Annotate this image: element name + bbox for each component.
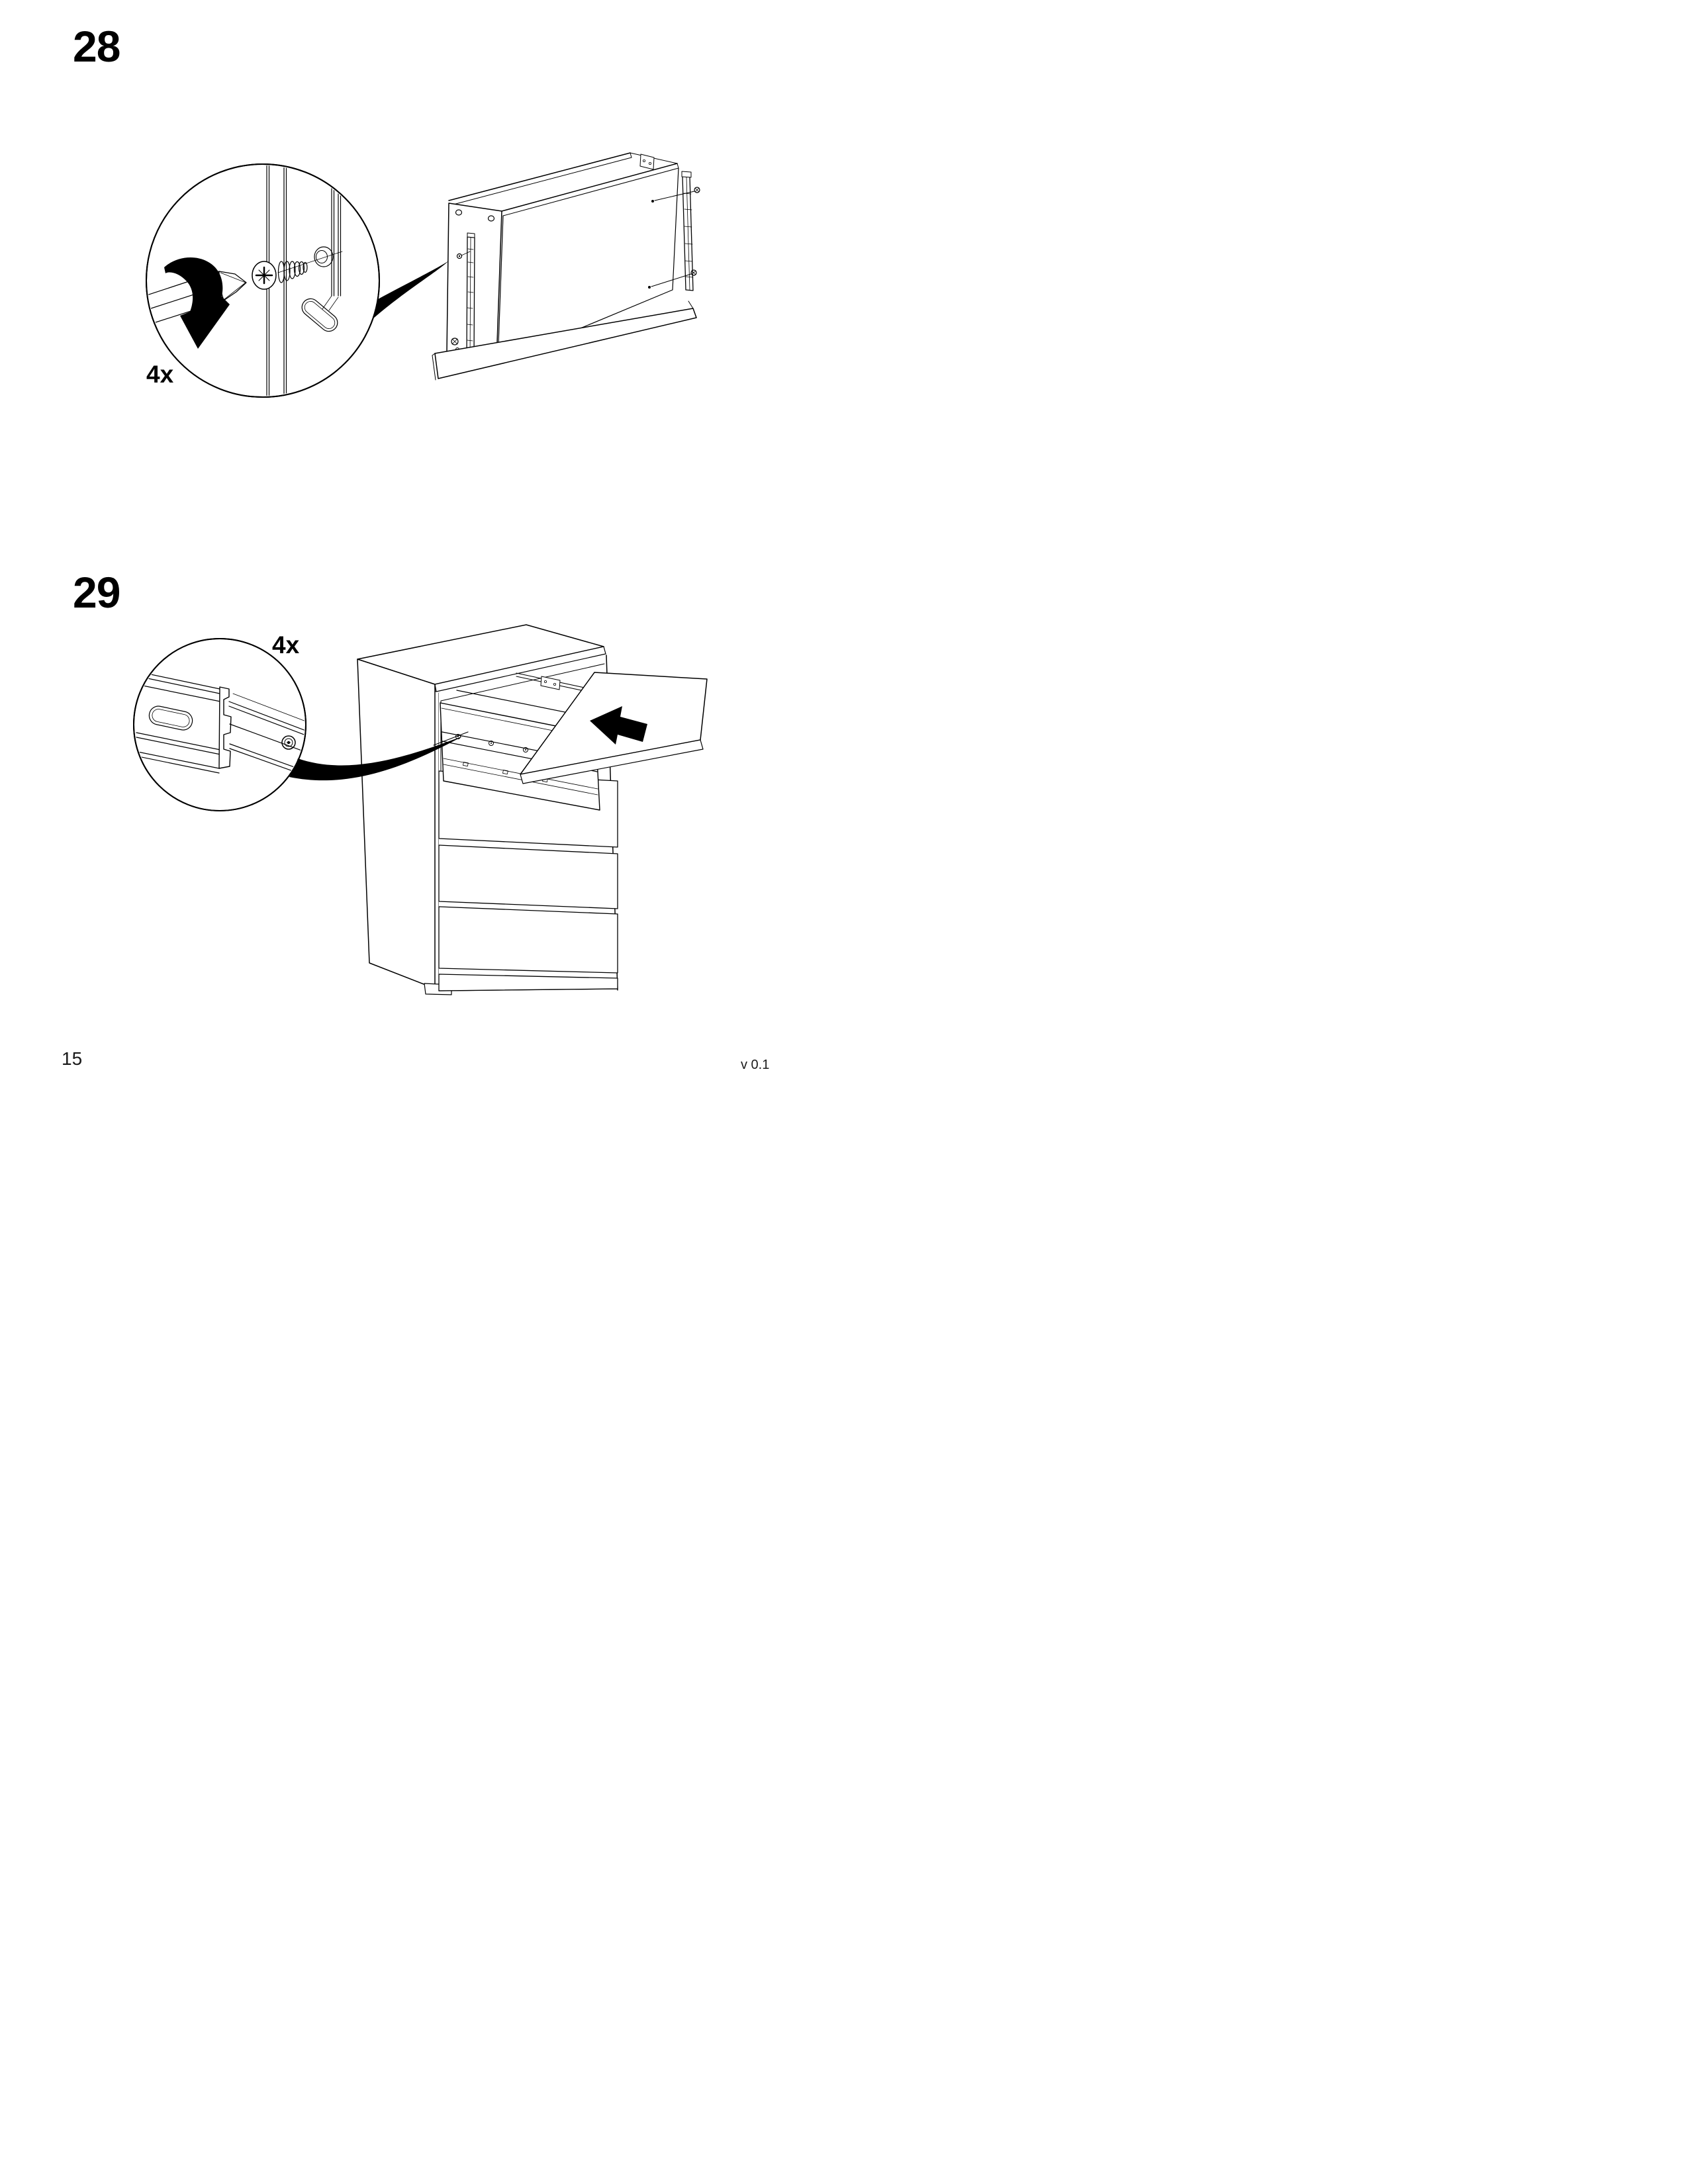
step-28-heading: 28 [73,22,120,71]
drawer-front-3 [439,845,618,909]
slide-rail-left-icon [467,233,475,365]
step-29-heading: 29 [73,568,120,617]
magnifier-circle-29 [134,631,306,811]
step-29-illustration [126,614,722,1005]
drawer-front-4 [439,907,618,973]
quantity-label-29: 4x [272,631,300,659]
version-label: v 0.1 [741,1058,770,1072]
leader-swoosh-28 [373,261,449,318]
quantity-label-28: 4x [146,361,174,388]
page-number: 15 [62,1048,83,1069]
drawer-unit-illustration [432,153,700,380]
magnifier-circle-28 [146,164,379,397]
dresser-illustration [357,625,618,995]
step-28-illustration [119,139,728,404]
